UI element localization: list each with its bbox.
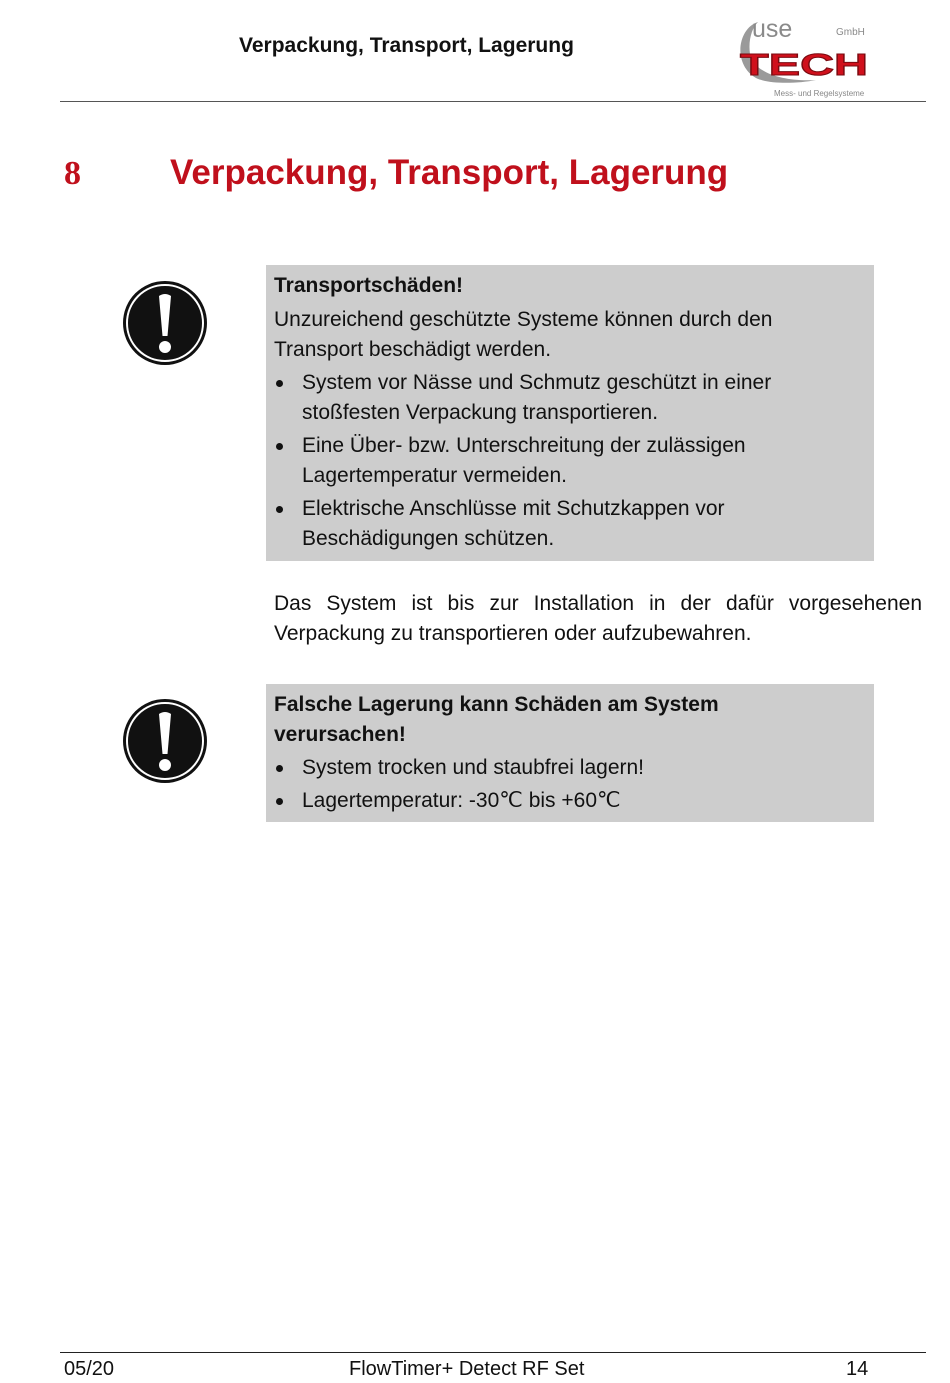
footer-date: 05/20 xyxy=(64,1358,115,1380)
list-item: System vor Nässe und Schmutz geschützt in einer stoßfesten Verpackung transportieren. xyxy=(274,368,866,428)
header-title: Verpackung, Transport, Lagerung xyxy=(239,34,574,57)
list-item: Elektrische Anschlüsse mit Schutzkappen vor Beschädigungen schützen. xyxy=(274,494,866,554)
logo-text-tech: TECH xyxy=(740,47,868,82)
warning-list xyxy=(274,368,866,554)
warning-exclamation-icon xyxy=(122,280,208,366)
chapter-title: Verpackung, Transport, Lagerung xyxy=(170,153,729,192)
warning-exclamation-icon xyxy=(122,698,208,784)
footer-product: FlowTimer+ Detect RF Set xyxy=(349,1358,585,1380)
header-rule xyxy=(60,101,926,102)
footer-rule xyxy=(60,1352,926,1353)
logo-text-gmbh: GmbH xyxy=(836,27,865,38)
warning-title: Transportschäden! xyxy=(274,274,464,297)
body-paragraph: Das System ist bis zur Installation in der dafür vorgesehenen Verpackung zu transportieren oder aufzubewahren. xyxy=(274,592,922,645)
logo-tagline: Mess- und Regelsysteme xyxy=(774,89,865,98)
usetech-logo xyxy=(736,14,872,100)
warning-intro: Unzureichend geschützte Systeme können durch den Transport beschädigt werden. xyxy=(274,308,773,361)
footer-page-number: 14 xyxy=(846,1358,869,1380)
warning-box-storage xyxy=(266,684,874,822)
list-item: Lagertemperatur: -30℃ bis +60℃ xyxy=(274,786,866,816)
list-item: Eine Über- bzw. Unterschreitung der zulässigen Lagertemperatur vermeiden. xyxy=(274,431,866,491)
warning-title: Falsche Lagerung kann Schäden am System verursachen! xyxy=(274,693,719,746)
logo-text-use: use xyxy=(752,15,793,43)
warning-list xyxy=(274,753,866,816)
chapter-number: 8 xyxy=(64,155,81,192)
warning-box-transport xyxy=(266,265,874,561)
list-item: System trocken und staubfrei lagern! xyxy=(274,753,866,783)
